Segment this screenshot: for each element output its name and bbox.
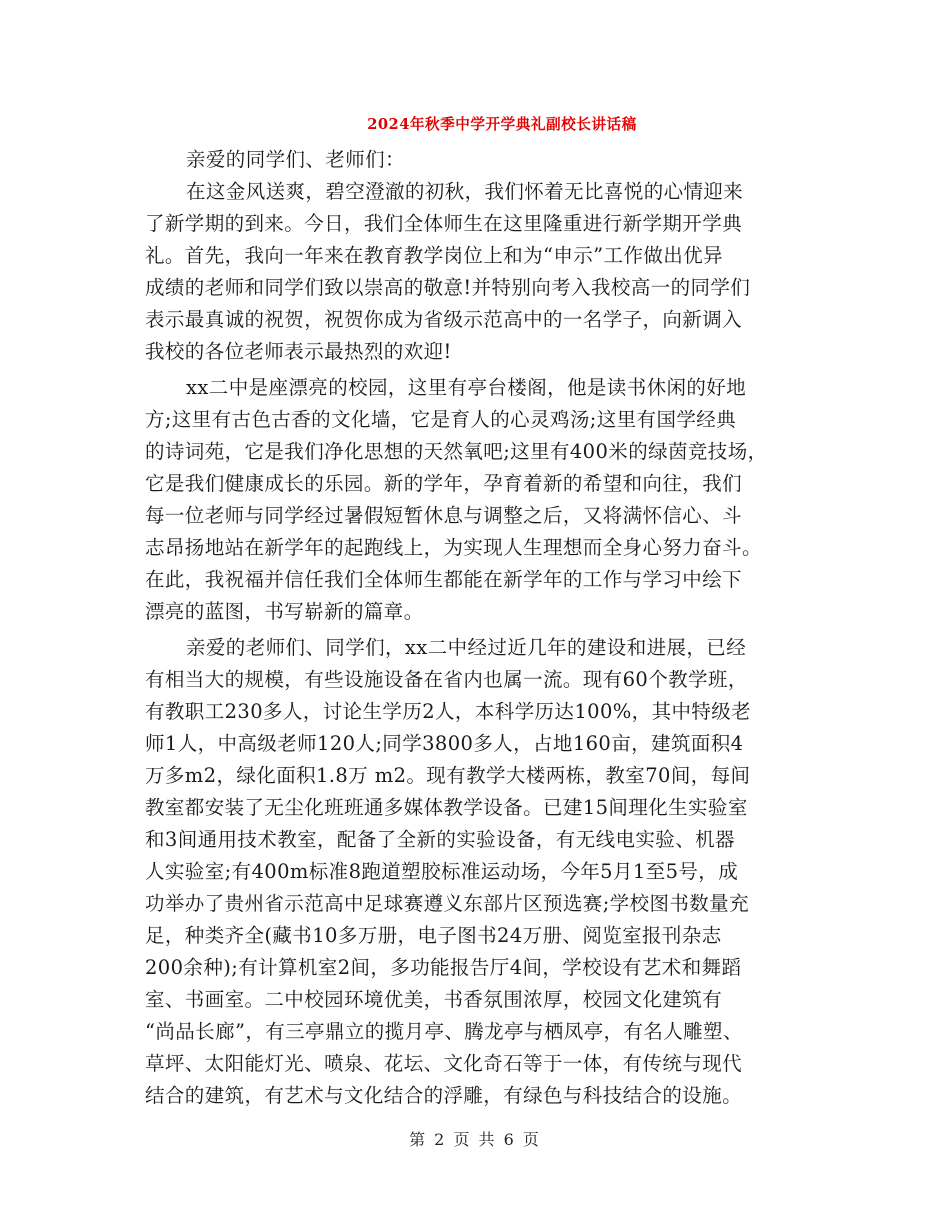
body-line: 教室都安装了无尘化班班通多媒体教学设备。已建15间理化生实验室 <box>145 796 748 819</box>
body-line: 人实验室;有400m标准8跑道塑胶标准运动场，今年5月1至5号，成 <box>145 860 739 883</box>
body-line: 礼。首先，我向一年来在教育教学岗位上和为“申示”工作做出优异 <box>145 244 723 267</box>
document-title: 2024年秋季中学开学典礼副校长讲话稿 <box>367 116 637 133</box>
body-line: 志昂扬地站在新学年的起跑线上，为实现人生理想而全身心努力奋斗。 <box>145 536 762 559</box>
salutation-line: 亲爱的同学们、老师们： <box>186 148 405 171</box>
body-line: 的诗词苑，它是我们净化思想的天然氧吧;这里有400米的绿茵竞技场， <box>145 440 768 463</box>
body-line: 了新学期的到来。今日，我们全体师生在这里隆重进行新学期开学典 <box>145 212 743 235</box>
body-line: 师1人，中高级老师120人;同学3800多人，占地160亩，建筑面积4 <box>145 732 744 755</box>
body-line: 在此，我祝福并信任我们全体师生都能在新学年的工作与学习中绘下 <box>145 568 743 591</box>
body-line: 漂亮的蓝图，书写崭新的篇章。 <box>145 600 424 623</box>
body-line: 有教职工230多人，讨论生学历2人，本科学历达100%，其中特级老 <box>145 700 752 723</box>
page-number-footer: 第 2 页 共 6 页 <box>409 1130 541 1149</box>
body-line: 方;这里有古色古香的文化墙，它是育人的心灵鸡汤;这里有国学经典 <box>145 408 737 431</box>
body-line: “尚品长廊”，有三亭鼎立的揽月亭、腾龙亭与栖凤亭，有名人雕塑、 <box>145 1020 743 1043</box>
body-line: 功举办了贵州省示范高中足球赛遵义东部片区预选赛;学校图书数量充 <box>145 892 749 915</box>
body-line: 草坪、太阳能灯光、喷泉、花坛、文化奇石等于一体，有传统与现代 <box>145 1052 743 1075</box>
body-line: xx二中是座漂亮的校园，这里有亭台楼阁，他是读书休闲的好地 <box>186 376 747 399</box>
body-line: 万多m2，绿化面积1.8万 m2。现有教学大楼两栋，教室70间，每间 <box>145 764 751 787</box>
body-line: 我校的各位老师表示最热烈的欢迎! <box>145 340 452 363</box>
body-line: 200余种);有计算机室2间，多功能报告厅4间，学校设有艺术和舞蹈 <box>145 956 742 979</box>
body-line: 在这金风送爽，碧空澄澈的初秋，我们怀着无比喜悦的心情迎来 <box>186 180 744 203</box>
body-line: 和3间通用技术教室，配备了全新的实验设备，有无线电实验、机器 <box>145 828 735 851</box>
body-line: 室、书画室。二中校园环境优美，书香氛围浓厚，校园文化建筑有 <box>145 988 723 1011</box>
body-line: 结合的建筑，有艺术与文化结合的浮雕，有绿色与科技结合的设施。 <box>145 1084 743 1107</box>
body-line: 成绩的老师和同学们致以崇高的敬意!并特别向考入我校高一的同学们 <box>145 276 751 299</box>
body-line: 表示最真诚的祝贺，祝贺你成为省级示范高中的一名学子，向新调入 <box>145 308 743 331</box>
body-line: 每一位老师与同学经过暑假短暂休息与调整之后，又将满怀信心、斗 <box>145 504 743 527</box>
body-line: 足，种类齐全(藏书10多万册，电子图书24万册、阅览室报刊杂志 <box>145 924 722 947</box>
body-line: 它是我们健康成长的乐园。新的学年，孕育着新的希望和向往，我们 <box>145 472 743 495</box>
body-line: 亲爱的老师们、同学们，xx二中经过近几年的建设和进展，已经 <box>186 636 747 659</box>
body-line: 有相当大的规模，有些设施设备在省内也属一流。现有60个教学班， <box>145 668 748 691</box>
